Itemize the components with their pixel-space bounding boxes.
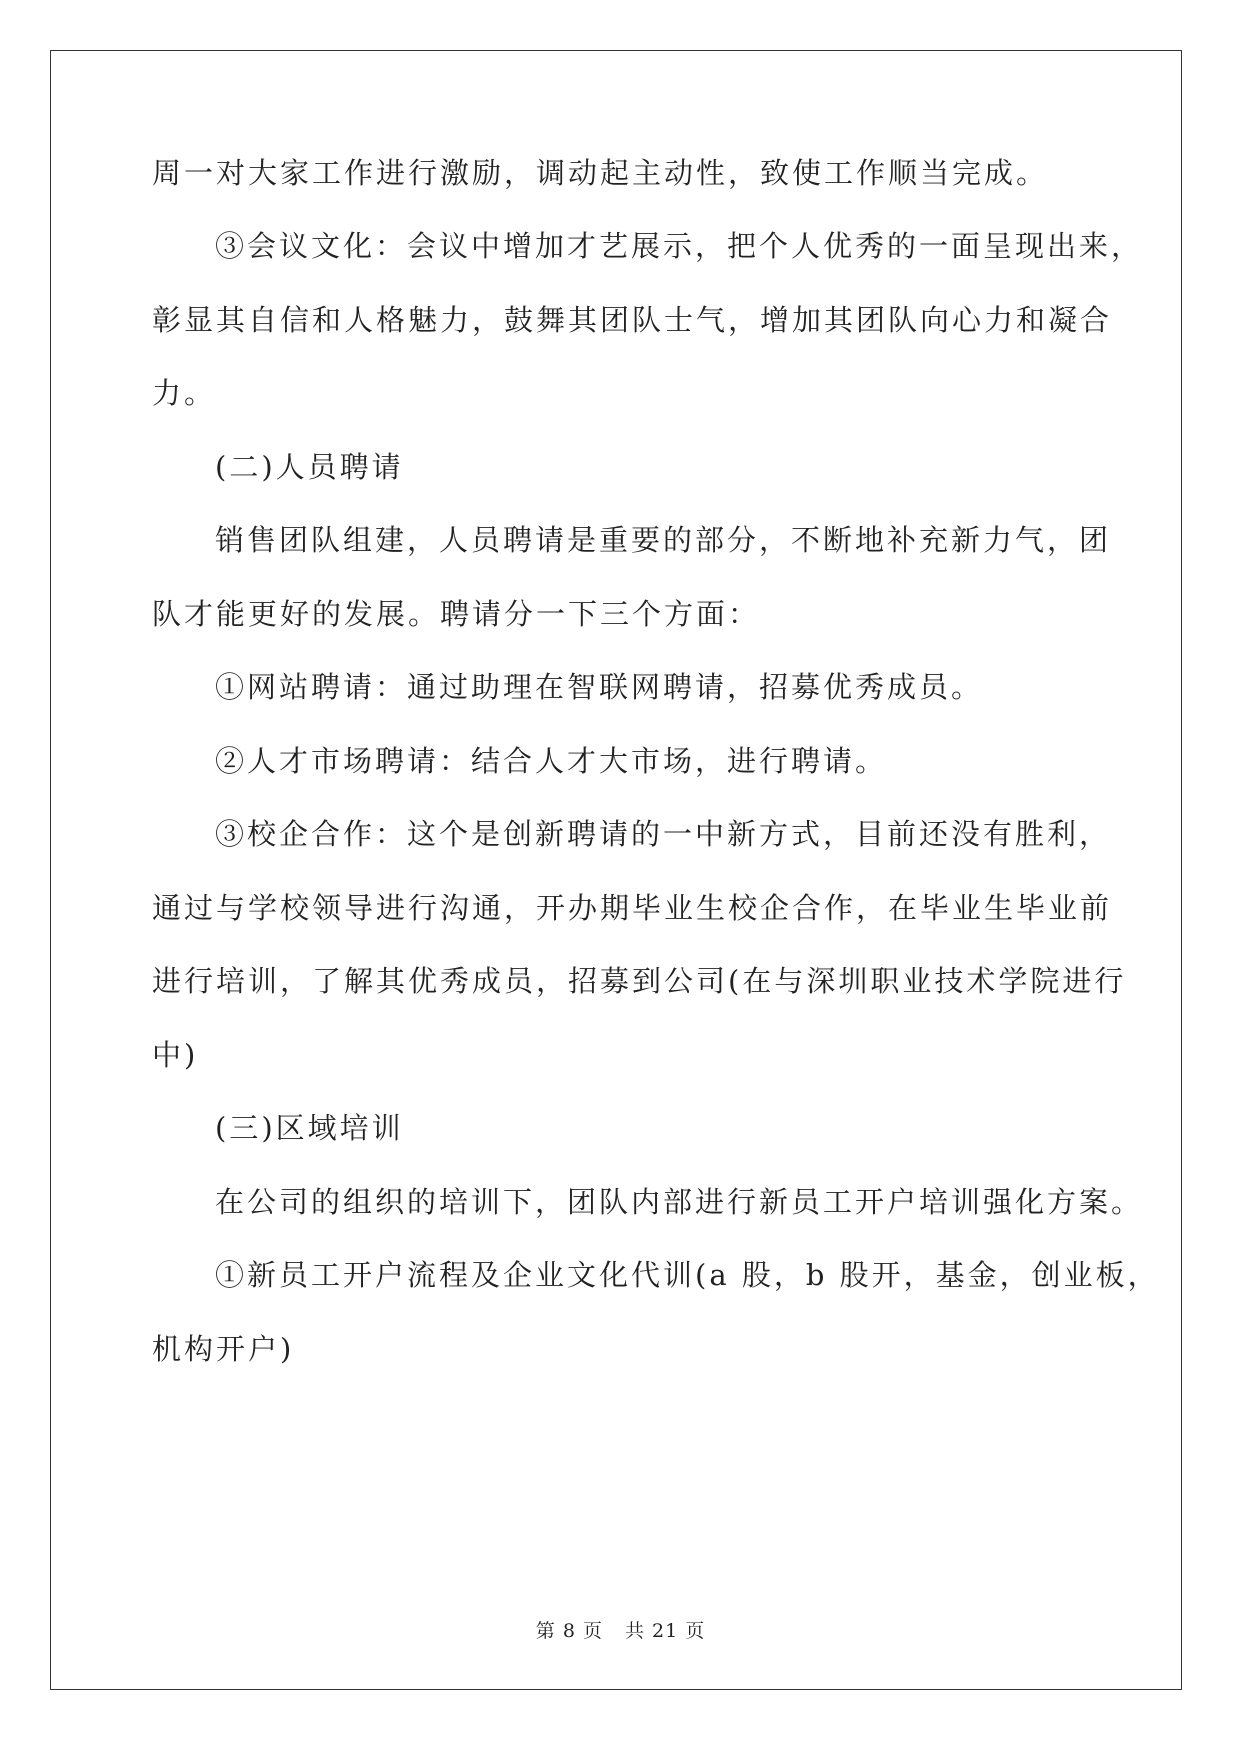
paragraph-line: 周一对大家工作进行激励，调动起主动性，致使工作顺当完成。 bbox=[152, 156, 1049, 190]
paragraph-line: 彰显其自信和人格魅力，鼓舞其团队士气，增加其团队向心力和凝合 bbox=[152, 303, 1113, 337]
paragraph-line: ①网站聘请：通过助理在智联网聘请，招募优秀成员。 bbox=[215, 670, 984, 704]
page-number: 第 8 页 bbox=[535, 1620, 603, 1642]
page-footer bbox=[0, 1616, 1241, 1643]
paragraph-line: ②人才市场聘请：结合人才大市场，进行聘请。 bbox=[215, 744, 888, 778]
paragraph-line: ③会议文化：会议中增加才艺展示，把个人优秀的一面呈现出来， bbox=[215, 229, 1144, 263]
paragraph-line: 中) bbox=[152, 1038, 199, 1072]
paragraph-line: ①新员工开户流程及企业文化代训(a 股，b 股开，基金，创业板， bbox=[215, 1258, 1160, 1292]
section-heading: (三)区域培训 bbox=[215, 1111, 404, 1145]
paragraph-line: 销售团队组建，人员聘请是重要的部分，不断地补充新力气，团 bbox=[215, 523, 1112, 557]
paragraph-line: 力。 bbox=[152, 376, 217, 410]
paragraph-line: 队才能更好的发展。聘请分一下三个方面： bbox=[152, 597, 761, 631]
paragraph-line: 机构开户) bbox=[152, 1332, 295, 1366]
page-total: 共 21 页 bbox=[624, 1620, 706, 1642]
section-heading: (二)人员聘请 bbox=[215, 450, 404, 484]
paragraph-line: 在公司的组织的培训下，团队内部进行新员工开户培训强化方案。 bbox=[215, 1185, 1144, 1219]
paragraph-line: 通过与学校领导进行沟通，开办期毕业生校企合作，在毕业生毕业前 bbox=[152, 891, 1113, 925]
paragraph-line: 进行培训，了解其优秀成员，招募到公司(在与深圳职业技术学院进行 bbox=[152, 964, 1127, 998]
page-border bbox=[50, 50, 1182, 1690]
paragraph-line: ③校企合作：这个是创新聘请的一中新方式，目前还没有胜利， bbox=[215, 817, 1112, 851]
